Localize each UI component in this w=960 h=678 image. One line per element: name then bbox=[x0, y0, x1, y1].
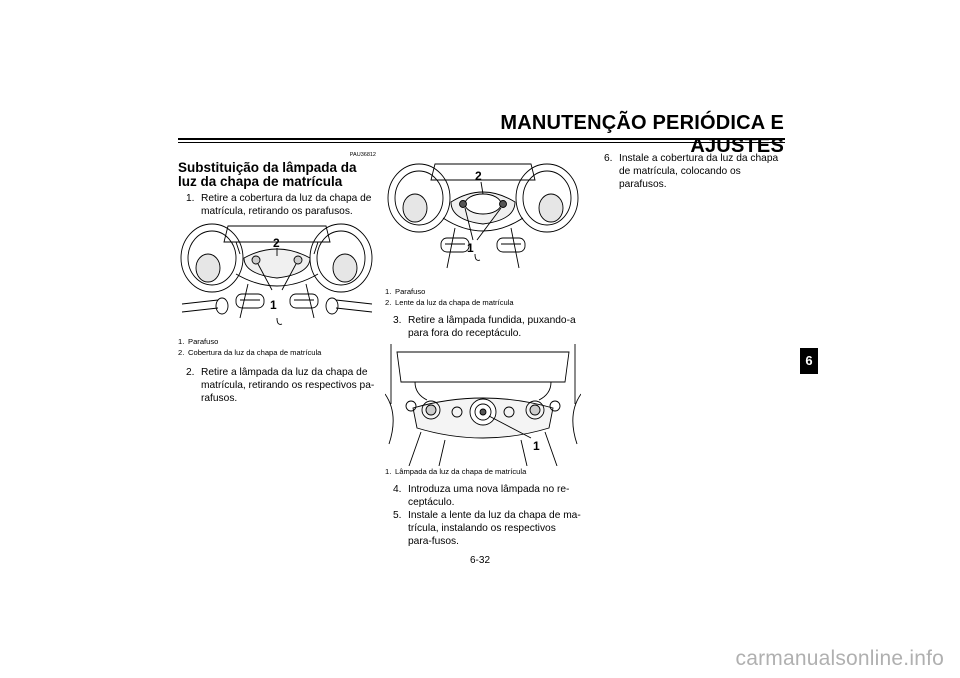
step-4 bbox=[385, 483, 581, 509]
step-5 bbox=[385, 509, 581, 548]
step-text: Retire a lâmpada fundida, puxando-a para fora do receptáculo. bbox=[408, 315, 576, 339]
callout-1: 1 bbox=[467, 241, 474, 255]
column-left bbox=[178, 150, 376, 405]
page-title: MANUTENÇÃO PERIÓDICA E AJUSTES bbox=[500, 112, 784, 157]
step-text: Instale a cobertura da luz da chapa de matrícula, colocando os parafusos. bbox=[619, 153, 779, 190]
step-number: 1. bbox=[186, 193, 195, 204]
step-2 bbox=[178, 366, 376, 405]
step-text: Retire a cobertura da luz da chapa de matrícula, retirando os parafusos. bbox=[201, 193, 372, 217]
figure-bulb bbox=[385, 344, 581, 466]
figure-lens-screws bbox=[385, 158, 581, 286]
column-right bbox=[596, 152, 786, 191]
step-text: Retire a lâmpada da luz da chapa de matrícula, retirando os respectivos pa-rafusos. bbox=[201, 367, 375, 404]
callout-1: 1 bbox=[533, 439, 540, 453]
figure-caption: 2. Cobertura da luz da chapa de matrícula bbox=[178, 348, 322, 357]
step-text: Introduza uma nova lâmpada no re-ceptáculo. bbox=[408, 484, 570, 508]
step-number: 6. bbox=[604, 153, 613, 164]
figure-cover-screws bbox=[178, 218, 376, 336]
step-3 bbox=[385, 314, 581, 340]
figure-caption: 1. Parafuso bbox=[178, 337, 219, 346]
callout-2: 2 bbox=[475, 169, 482, 183]
step-1 bbox=[178, 192, 376, 218]
page-number: 6-32 bbox=[469, 555, 490, 566]
section-title: Substituição da lâmpada da luz da chapa de matrícula bbox=[178, 160, 357, 189]
step-number: 3. bbox=[393, 315, 402, 326]
figure-caption: 1. Lâmpada da luz da chapa de matrícula bbox=[385, 467, 527, 476]
reference-code: PAU36812 bbox=[349, 152, 376, 158]
figure-caption: 1. Parafuso bbox=[385, 287, 426, 296]
callout-1: 1 bbox=[270, 298, 277, 312]
chapter-tab: 6 bbox=[800, 348, 818, 374]
step-text: Instale a lente da luz da chapa de ma-trícula, instalando os respectivos para-fusos. bbox=[408, 510, 581, 547]
header-rule-thin bbox=[178, 142, 785, 143]
header-rule bbox=[178, 138, 785, 140]
step-6 bbox=[596, 152, 786, 191]
step-number: 5. bbox=[393, 510, 402, 521]
step-number: 2. bbox=[186, 367, 195, 378]
column-middle bbox=[385, 158, 581, 548]
step-number: 4. bbox=[393, 484, 402, 495]
figure-caption: 2. Lente da luz da chapa de matrícula bbox=[385, 298, 514, 307]
callout-2: 2 bbox=[273, 236, 280, 250]
watermark: carmanualsonline.info bbox=[735, 647, 944, 670]
